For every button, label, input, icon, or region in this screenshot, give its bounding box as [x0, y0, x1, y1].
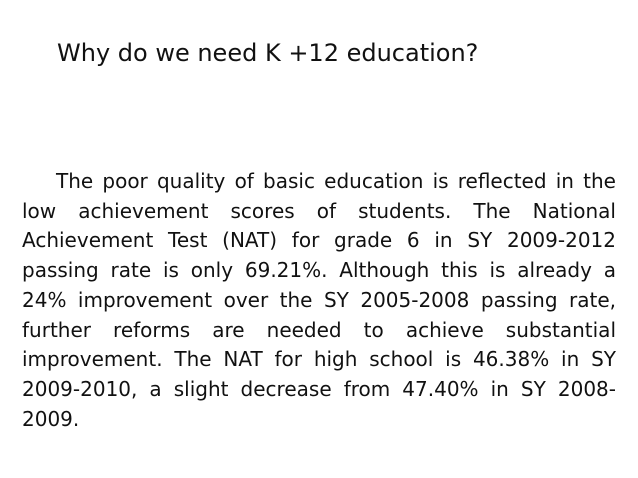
slide-body-paragraph: The poor quality of basic education is reflected in the low achievement scores of students. The National Achievement Test (NAT) for grade 6 in SY 2009-2012 passing rate is only 69.21%. Although this is already a 24% improvement over the SY 2005-2008 passing rate, further reforms are needed to achieve substantial improvement. The NAT for high school is 46.38% in SY 2009-2010, a slight decrease from 47.40% in SY 2008-2009.: [22, 169, 616, 431]
slide-title: Why do we need K +12 education?: [57, 39, 479, 67]
